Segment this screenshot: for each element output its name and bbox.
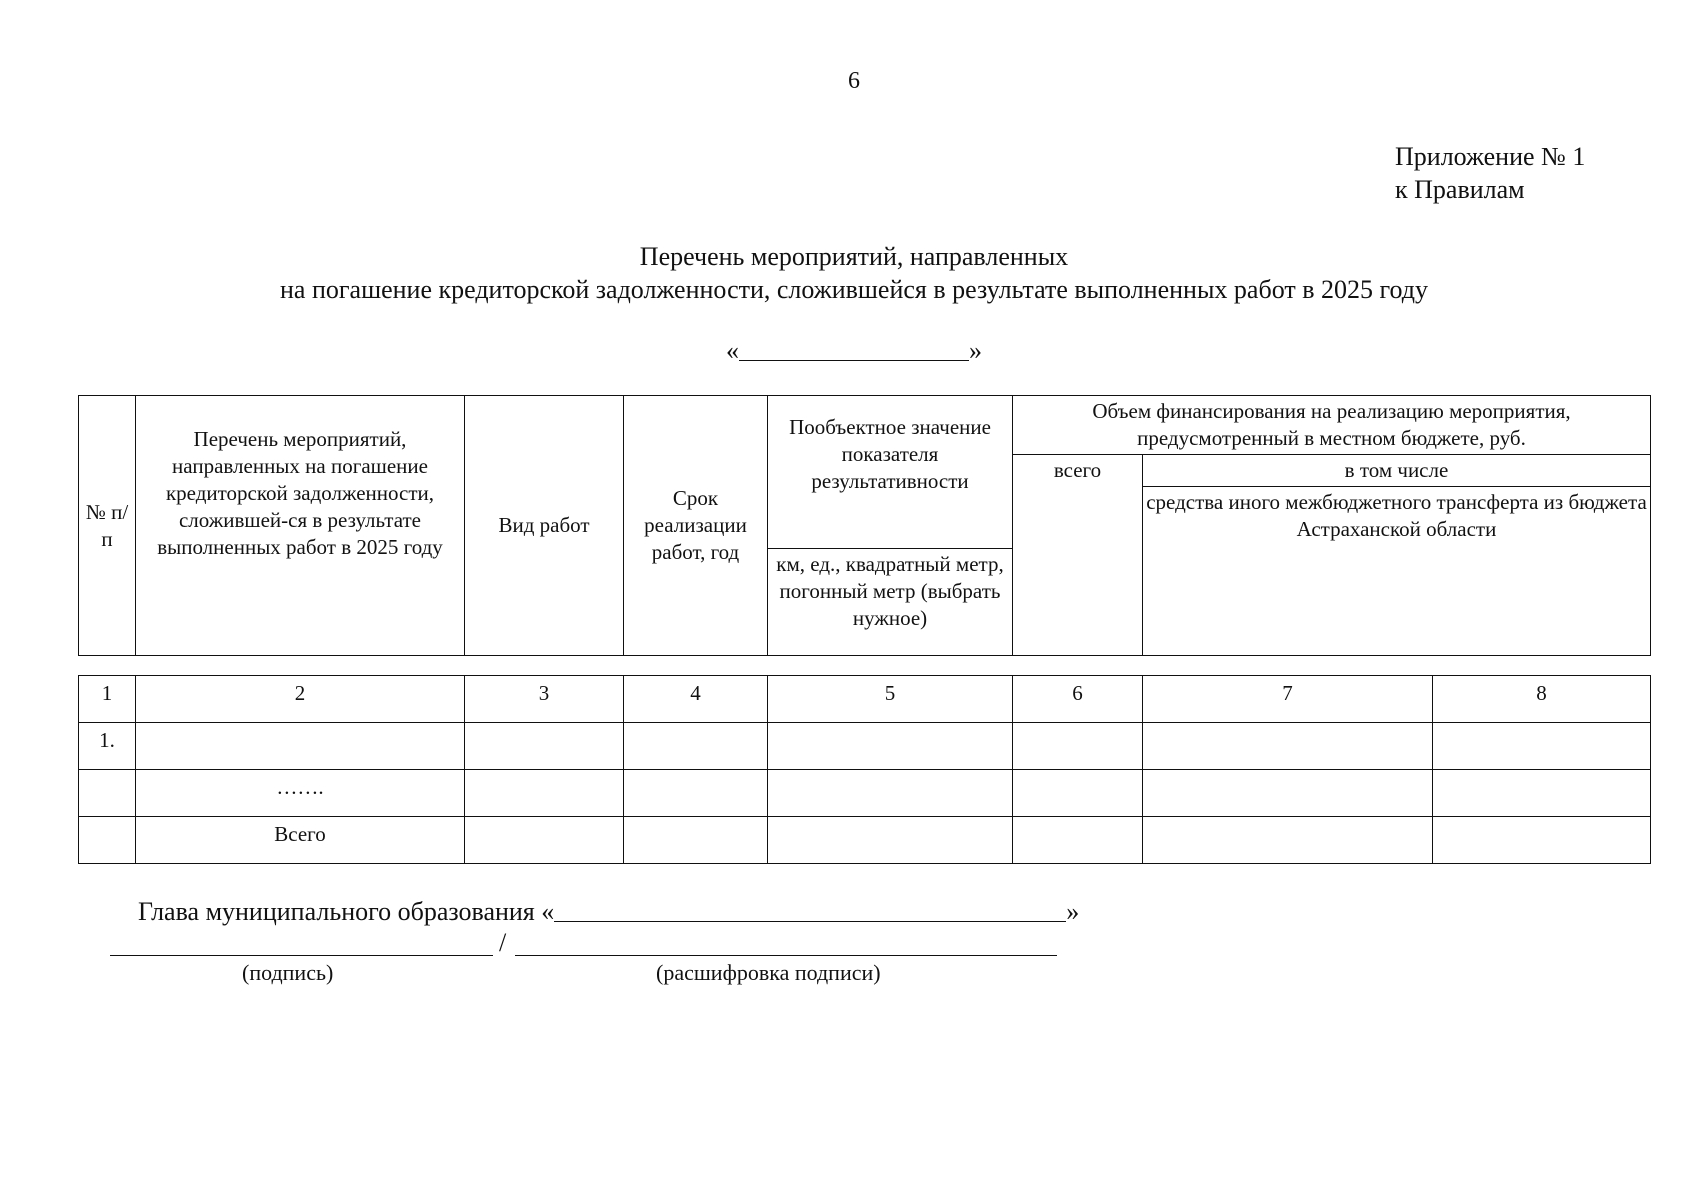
table-cell [1013, 817, 1143, 864]
table-cell [1143, 723, 1433, 770]
header-col-transfer: средства иного межбюджетного трансферта из бюджета Астраханской области [1143, 487, 1651, 656]
table-row [79, 770, 1651, 817]
header-col-term: Срок реализации работ, год [624, 396, 768, 656]
quote-open: « [726, 336, 739, 365]
row-number-cell: 1. [79, 723, 136, 770]
appendix-reference [1395, 140, 1585, 206]
column-number-cell: 5 [768, 676, 1013, 723]
table-cell [624, 770, 768, 817]
municipality-fill-line [739, 334, 969, 361]
column-number-cell: 6 [1013, 676, 1143, 723]
column-number-cell: 2 [136, 676, 465, 723]
table-cell [1433, 723, 1651, 770]
municipality-name-line [554, 895, 1066, 922]
municipality-blank [0, 334, 1708, 366]
header-col-indicator-units: км, ед., квадратный метр, погонный метр (выбрать нужное) [768, 549, 1013, 656]
page-number: 6 [848, 68, 860, 94]
table-cell [1143, 817, 1433, 864]
column-number-cell: 1 [79, 676, 136, 723]
row-name-cell [136, 723, 465, 770]
signature-decode-blank-line [515, 955, 1057, 956]
table-cell [1433, 770, 1651, 817]
signature-blank-line [110, 955, 493, 956]
column-number-row [79, 676, 1651, 723]
column-number-cell: 7 [1143, 676, 1433, 723]
header-col-number: № п/п [79, 396, 136, 656]
signature-line [138, 895, 1079, 927]
row-name-cell: ……. [136, 770, 465, 817]
table-cell [1433, 817, 1651, 864]
signature-slash: / [499, 928, 507, 957]
signature-decode-caption: (расшифровка подписи) [656, 960, 881, 985]
table-cell [1013, 770, 1143, 817]
header-col-indicator: Пообъектное значение показателя результативности [768, 396, 1013, 549]
column-number-cell: 3 [465, 676, 624, 723]
signature-caption: (подпись) [242, 960, 334, 985]
table-cell [624, 817, 768, 864]
row-number-cell [79, 817, 136, 864]
table-cell [768, 817, 1013, 864]
title-line-1: Перечень мероприятий, направленных [639, 242, 1069, 271]
column-number-cell: 4 [624, 676, 768, 723]
table-cell [1013, 723, 1143, 770]
table-row [79, 723, 1651, 770]
header-col-work-type: Вид работ [465, 396, 624, 656]
table-cell [768, 723, 1013, 770]
header-table [78, 395, 1651, 656]
table-cell [465, 723, 624, 770]
signature-quote-close: » [1066, 897, 1080, 926]
table-cell [465, 817, 624, 864]
table-cell [465, 770, 624, 817]
table-cell [768, 770, 1013, 817]
header-col-including: в том числе [1143, 455, 1651, 487]
total-row [79, 817, 1651, 864]
appendix-line-1: Приложение № 1 [1395, 142, 1586, 171]
title-line-2: на погашение кредиторской задолженности, сложившейся в результате выполненных работ в 2025 году [280, 275, 1428, 304]
data-table [78, 675, 1651, 864]
total-label-cell: Всего [136, 817, 465, 864]
table-cell [624, 723, 768, 770]
appendix-line-2: к Правилам [1395, 175, 1525, 204]
signature-label: Глава муниципального образования « [138, 897, 555, 926]
document-title [0, 240, 1708, 306]
quote-close: » [969, 336, 982, 365]
header-col-activity-list: Перечень мероприятий, направленных на погашение кредиторской задолженности, сложившей-ся в результате выполненных работ в 2025 году [136, 396, 465, 656]
header-col-total: всего [1013, 455, 1143, 656]
table-cell [1143, 770, 1433, 817]
row-number-cell [79, 770, 136, 817]
header-col-financing: Объем финансирования на реализацию мероприятия, предусмотренный в местном бюджете, руб. [1013, 396, 1651, 455]
column-number-cell: 8 [1433, 676, 1651, 723]
